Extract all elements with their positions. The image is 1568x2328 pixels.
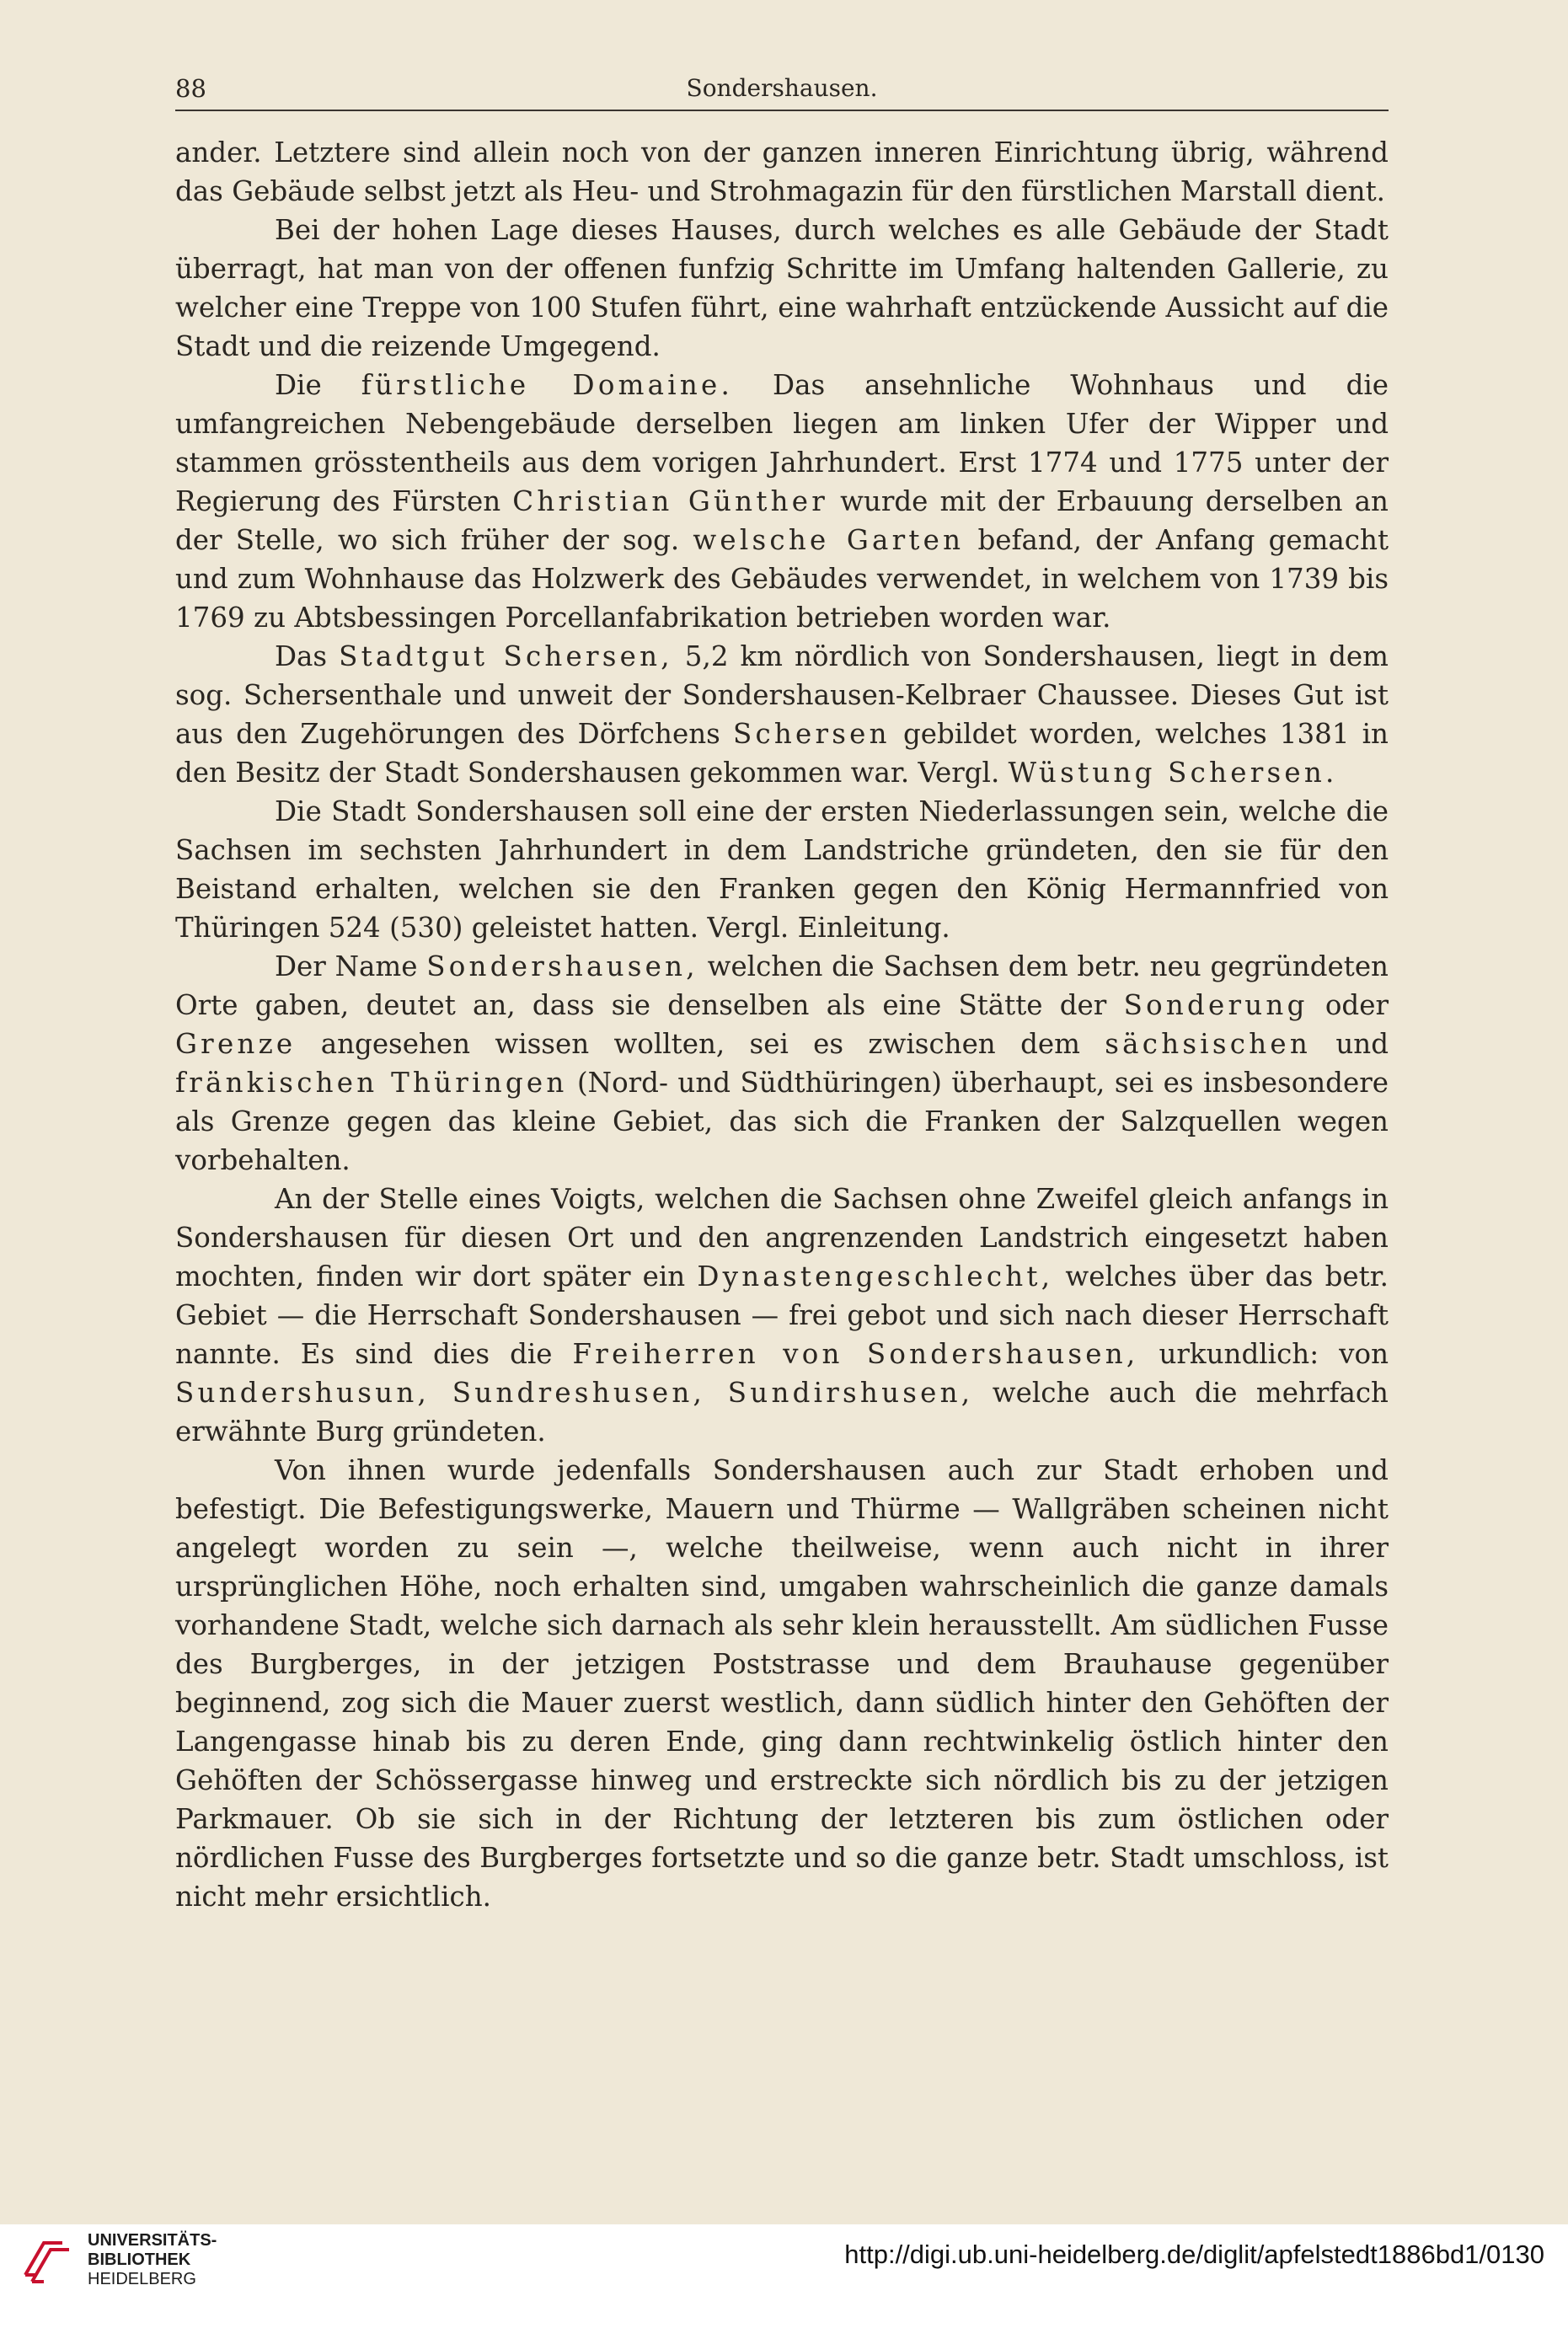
- header-rule: [175, 110, 1389, 111]
- text-run: Der Name: [275, 950, 427, 982]
- text-run: und: [1311, 1028, 1389, 1060]
- text-run: befand, der Anfang gemacht und zum Wohnhause das Holzwerk des Gebäudes verwendet, in welchem von 1739 bis 1769 zu Abtsbessingen Porcellanfabrikation betrieben worden war.: [175, 524, 1389, 634]
- text-run: 5,2 km nördlich von Sondershausen, liegt in dem sog. Schersenthale und unweit der Sondershausen-Kelbraer Chaussee. Dieses Gut ist aus den Zugehörungen des Dörfchens: [175, 640, 1389, 750]
- text-run: Das ansehnliche Wohnhaus und die umfangreichen Nebengebäude derselben liegen am linken Ufer der Wipper und stammen grösstentheils aus dem vorigen Jahrhundert. Erst 1774 und 1775 unter der Regierung des Fürsten: [175, 369, 1389, 517]
- spaced-emphasis-text: Sonderung: [1123, 989, 1308, 1021]
- paragraph: [175, 211, 1389, 366]
- spaced-emphasis-text: Sundershusun, Sundreshusen, Sundirshusen,: [175, 1377, 974, 1409]
- text-run: gebildet worden, welches 1381 in den Besitz der Stadt Sondershausen gekommen war. Vergl.: [175, 718, 1389, 789]
- text-run: oder: [1308, 989, 1389, 1021]
- paragraph: [175, 792, 1389, 947]
- spaced-emphasis-text: Wüstung Schersen.: [1008, 757, 1338, 789]
- text-run: (Nord- und Südthüringen) überhaupt, sei es insbesondere als Grenze gegen das kleine Gebiet, das sich die Franken der Salzquellen wegen vorbehalten.: [175, 1067, 1389, 1176]
- source-url-link[interactable]: http://digi.ub.uni-heidelberg.de/diglit/apfelstedt1886bd1/0130: [844, 2240, 1544, 2269]
- text-run: urkundlich: von: [1138, 1338, 1389, 1370]
- running-title: Sondershausen.: [686, 74, 878, 102]
- spaced-emphasis-text: Dynastengeschlecht,: [697, 1260, 1054, 1292]
- spaced-emphasis-text: Christian Günther: [512, 485, 828, 517]
- paragraph: [175, 133, 1389, 211]
- spaced-emphasis-text: fürstliche Domaine.: [361, 369, 734, 401]
- spaced-emphasis-text: Grenze: [175, 1028, 297, 1060]
- page-header: [175, 74, 1389, 108]
- text-run: welchen die Sachsen dem betr. neu gegründeten Orte gaben, deutet an, dass sie denselben als eine Stätte der: [175, 950, 1389, 1021]
- text-run: Das: [275, 640, 340, 672]
- text-run: wurde mit der Erbauung derselben an der Stelle, wo sich früher der sog.: [175, 485, 1389, 556]
- text-run: Bei der hohen Lage dieses Hauses, durch welches es alle Gebäude der Stadt überragt, hat man von der offenen funfzig Schritte im Umfang haltenden Gallerie, zu welcher eine Treppe von 100 Stufen führt, eine wahrhaft entzückende Aussicht auf die Stadt und die reizende Umgegend.: [175, 214, 1389, 362]
- paragraph: [175, 947, 1389, 1180]
- text-run: Von ihnen wurde jedenfalls Sondershausen auch zur Stadt erhoben und befestigt. Die Befestigungswerke, Mauern und Thürme — Wallgräben scheinen nicht angelegt worden zu sein —, welche theilweise, wenn auch nicht in ihrer ursprünglichen Höhe, noch erhalten sind, umgaben wahrscheinlich die ganze damals vorhandene Stadt, welche sich darnach als sehr klein herausstellt. Am südlichen Fusse des Burgberges, in der jetzigen Poststrasse und dem Brauhause gegenüber beginnend, zog sich die Mauer zuerst westlich, dann südlich hinter den Gehöften der Langengasse hinab bis zu deren Ende, ging dann rechtwinkelig östlich hinter den Gehöften der Schössergasse hinweg und erstreckte sich nördlich bis zu der jetzigen Parkmauer. Ob sie sich in der Richtung der letzteren bis zum östlichen oder nördlichen Fusse des Burgberges fortsetzte und so die ganze betr. Stadt umschloss, ist nicht mehr ersichtlich.: [175, 1454, 1389, 1913]
- text-run: welche auch die mehrfach erwähnte Burg gründeten.: [175, 1377, 1389, 1448]
- footer-band: [0, 2224, 1568, 2328]
- library-name-line: UNIVERSITÄTS-: [88, 2231, 217, 2250]
- text-run: An der Stelle eines Voigts, welchen die Sachsen ohne Zweifel gleich anfangs in Sondershausen für diesen Ort und den angrenzenden Landstrich eingesetzt haben mochten, finden wir dort später ein: [175, 1183, 1389, 1292]
- spaced-emphasis-text: fränkischen Thüringen: [175, 1067, 568, 1099]
- library-name-line: BIBLIOTHEK: [88, 2250, 191, 2269]
- library-name: [88, 2231, 217, 2289]
- spaced-emphasis-text: Sondershausen,: [426, 950, 698, 982]
- text-run: welches über das betr. Gebiet — die Herrschaft Sondershausen — frei gebot und sich nach dieser Herrschaft nannte. Es sind dies die: [175, 1260, 1389, 1370]
- spaced-emphasis-text: Freiherren von Sondershausen,: [572, 1338, 1139, 1370]
- page-number: 88: [175, 74, 206, 103]
- text-run: Die: [275, 369, 361, 401]
- paragraph: [175, 1451, 1389, 1916]
- spaced-emphasis-text: Stadtgut Schersen,: [339, 640, 673, 672]
- paragraph: [175, 1180, 1389, 1451]
- spaced-emphasis-text: sächsischen: [1105, 1028, 1311, 1060]
- text-run: Die Stadt Sondershausen soll eine der ersten Niederlassungen sein, welche die Sachsen im sechsten Jahrhundert in dem Landstriche gründeten, den sie für den Beistand erhalten, welchen sie den Franken gegen den König Hermannfried von Thüringen 524 (530) geleistet hatten. Vergl. Einleitung.: [175, 795, 1389, 944]
- paragraph: [175, 637, 1389, 792]
- library-name-line: HEIDELBERG: [88, 2270, 196, 2288]
- spaced-emphasis-text: Schersen: [732, 718, 891, 750]
- text-run: ander. Letztere sind allein noch von der ganzen inneren Einrichtung übrig, während das Gebäude selbst jetzt als Heu- und Strohmagazin für den fürstlichen Marstall dient.: [175, 136, 1389, 207]
- spaced-emphasis-text: welsche Garten: [693, 524, 965, 556]
- paragraph: [175, 366, 1389, 637]
- body-text: [175, 133, 1389, 1916]
- university-library-logo-icon: [19, 2231, 76, 2288]
- text-run: angesehen wissen wollten, sei es zwischen dem: [296, 1028, 1105, 1060]
